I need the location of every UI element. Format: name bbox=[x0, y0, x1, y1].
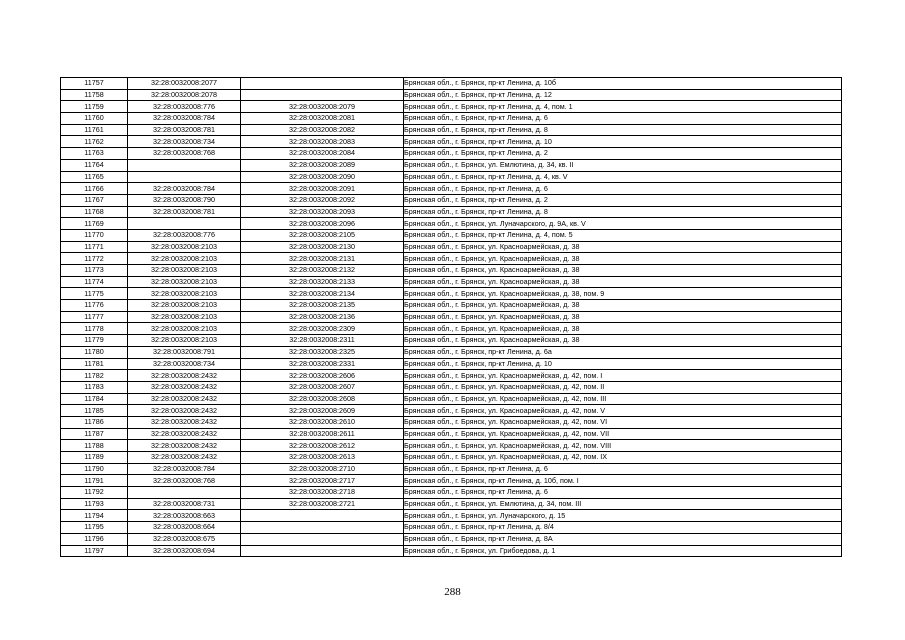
address-cell: Брянская обл., г. Брянск, ул. Красноармейская, д. 42, пом. VII bbox=[404, 428, 842, 440]
new-cadastral-number-cell: 32:28:0032008:2311 bbox=[241, 335, 404, 347]
row-number-cell: 11790 bbox=[61, 463, 128, 475]
row-number-cell: 11779 bbox=[61, 335, 128, 347]
table-row bbox=[61, 533, 842, 545]
table-row bbox=[61, 323, 842, 335]
old-cadastral-number-cell: 32:28:0032008:790 bbox=[128, 194, 241, 206]
old-cadastral-number-cell bbox=[128, 218, 241, 230]
address-cell: Брянская обл., г. Брянск, пр-кт Ленина, д. 10 bbox=[404, 136, 842, 148]
address-cell: Брянская обл., г. Брянск, ул. Красноармейская, д. 42, пом. I bbox=[404, 370, 842, 382]
address-cell: Брянская обл., г. Брянск, ул. Красноармейская, д. 38 bbox=[404, 335, 842, 347]
row-number-cell: 11782 bbox=[61, 370, 128, 382]
table-row bbox=[61, 381, 842, 393]
address-cell: Брянская обл., г. Брянск, ул. Грибоедова, д. 1 bbox=[404, 545, 842, 557]
new-cadastral-number-cell: 32:28:0032008:2136 bbox=[241, 311, 404, 323]
new-cadastral-number-cell: 32:28:0032008:2611 bbox=[241, 428, 404, 440]
row-number-cell: 11796 bbox=[61, 533, 128, 545]
old-cadastral-number-cell: 32:28:0032008:675 bbox=[128, 533, 241, 545]
address-cell: Брянская обл., г. Брянск, пр-кт Ленина, д. 2 bbox=[404, 148, 842, 160]
address-cell: Брянская обл., г. Брянск, пр-кт Ленина, д. 6 bbox=[404, 113, 842, 125]
new-cadastral-number-cell: 32:28:0032008:2083 bbox=[241, 136, 404, 148]
old-cadastral-number-cell: 32:28:0032008:781 bbox=[128, 124, 241, 136]
table-row bbox=[61, 183, 842, 195]
old-cadastral-number-cell: 32:28:0032008:664 bbox=[128, 522, 241, 534]
new-cadastral-number-cell: 32:28:0032008:2606 bbox=[241, 370, 404, 382]
address-cell: Брянская обл., г. Брянск, ул. Красноармейская, д. 38 bbox=[404, 276, 842, 288]
old-cadastral-number-cell: 32:28:0032008:2103 bbox=[128, 265, 241, 277]
old-cadastral-number-cell: 32:28:0032008:2432 bbox=[128, 393, 241, 405]
new-cadastral-number-cell: 32:28:0032008:2130 bbox=[241, 241, 404, 253]
old-cadastral-number-cell: 32:28:0032008:694 bbox=[128, 545, 241, 557]
new-cadastral-number-cell: 32:28:0032008:2135 bbox=[241, 300, 404, 312]
new-cadastral-number-cell: 32:28:0032008:2084 bbox=[241, 148, 404, 160]
row-number-cell: 11763 bbox=[61, 148, 128, 160]
new-cadastral-number-cell: 32:28:0032008:2607 bbox=[241, 381, 404, 393]
address-cell: Брянская обл., г. Брянск, пр-кт Ленина, д. 8 bbox=[404, 206, 842, 218]
old-cadastral-number-cell: 32:28:0032008:2432 bbox=[128, 381, 241, 393]
old-cadastral-number-cell: 32:28:0032008:776 bbox=[128, 101, 241, 113]
old-cadastral-number-cell: 32:28:0032008:731 bbox=[128, 498, 241, 510]
address-cell: Брянская обл., г. Брянск, пр-кт Ленина, д. 12 bbox=[404, 89, 842, 101]
old-cadastral-number-cell: 32:28:0032008:784 bbox=[128, 113, 241, 125]
table-row bbox=[61, 393, 842, 405]
row-number-cell: 11769 bbox=[61, 218, 128, 230]
table-row bbox=[61, 253, 842, 265]
row-number-cell: 11794 bbox=[61, 510, 128, 522]
table-row bbox=[61, 346, 842, 358]
address-cell: Брянская обл., г. Брянск, пр-кт Ленина, д. 10 bbox=[404, 358, 842, 370]
address-cell: Брянская обл., г. Брянск, пр-кт Ленина, д. 8 bbox=[404, 124, 842, 136]
old-cadastral-number-cell: 32:28:0032008:2103 bbox=[128, 335, 241, 347]
table-body bbox=[61, 78, 842, 557]
table-row bbox=[61, 300, 842, 312]
new-cadastral-number-cell: 32:28:0032008:2079 bbox=[241, 101, 404, 113]
row-number-cell: 11787 bbox=[61, 428, 128, 440]
old-cadastral-number-cell: 32:28:0032008:2103 bbox=[128, 323, 241, 335]
table-row bbox=[61, 124, 842, 136]
old-cadastral-number-cell: 32:28:0032008:784 bbox=[128, 463, 241, 475]
address-cell: Брянская обл., г. Брянск, пр-кт Ленина, д. 6а bbox=[404, 346, 842, 358]
new-cadastral-number-cell: 32:28:0032008:2089 bbox=[241, 159, 404, 171]
new-cadastral-number-cell: 32:28:0032008:2131 bbox=[241, 253, 404, 265]
address-cell: Брянская обл., г. Брянск, ул. Емлютина, д. 34, кв. II bbox=[404, 159, 842, 171]
address-cell: Брянская обл., г. Брянск, пр-кт Ленина, д. 6 bbox=[404, 183, 842, 195]
old-cadastral-number-cell: 32:28:0032008:784 bbox=[128, 183, 241, 195]
new-cadastral-number-cell: 32:28:0032008:2609 bbox=[241, 405, 404, 417]
table-row bbox=[61, 171, 842, 183]
row-number-cell: 11778 bbox=[61, 323, 128, 335]
table-row bbox=[61, 545, 842, 557]
row-number-cell: 11774 bbox=[61, 276, 128, 288]
table-row bbox=[61, 159, 842, 171]
new-cadastral-number-cell bbox=[241, 533, 404, 545]
new-cadastral-number-cell: 32:28:0032008:2105 bbox=[241, 229, 404, 241]
table-row bbox=[61, 522, 842, 534]
address-cell: Брянская обл., г. Брянск, пр-кт Ленина, д. 6 bbox=[404, 463, 842, 475]
row-number-cell: 11772 bbox=[61, 253, 128, 265]
row-number-cell: 11775 bbox=[61, 288, 128, 300]
new-cadastral-number-cell bbox=[241, 545, 404, 557]
address-cell: Брянская обл., г. Брянск, ул. Емлютина, д. 34, пом. III bbox=[404, 498, 842, 510]
row-number-cell: 11776 bbox=[61, 300, 128, 312]
old-cadastral-number-cell: 32:28:0032008:2103 bbox=[128, 311, 241, 323]
table-row bbox=[61, 463, 842, 475]
address-cell: Брянская обл., г. Брянск, ул. Красноармейская, д. 42, пом. V bbox=[404, 405, 842, 417]
row-number-cell: 11764 bbox=[61, 159, 128, 171]
table-row bbox=[61, 335, 842, 347]
old-cadastral-number-cell: 32:28:0032008:663 bbox=[128, 510, 241, 522]
old-cadastral-number-cell: 32:28:0032008:2103 bbox=[128, 241, 241, 253]
old-cadastral-number-cell: 32:28:0032008:2432 bbox=[128, 416, 241, 428]
old-cadastral-number-cell: 32:28:0032008:734 bbox=[128, 136, 241, 148]
old-cadastral-number-cell: 32:28:0032008:2103 bbox=[128, 276, 241, 288]
new-cadastral-number-cell: 32:28:0032008:2710 bbox=[241, 463, 404, 475]
old-cadastral-number-cell bbox=[128, 171, 241, 183]
address-cell: Брянская обл., г. Брянск, пр-кт Ленина, д. 4, пом. 1 bbox=[404, 101, 842, 113]
row-number-cell: 11797 bbox=[61, 545, 128, 557]
address-cell: Брянская обл., г. Брянск, пр-кт Ленина, д. 2 bbox=[404, 194, 842, 206]
new-cadastral-number-cell: 32:28:0032008:2092 bbox=[241, 194, 404, 206]
table-row bbox=[61, 229, 842, 241]
page-number: 288 bbox=[444, 586, 461, 598]
row-number-cell: 11793 bbox=[61, 498, 128, 510]
row-number-cell: 11786 bbox=[61, 416, 128, 428]
new-cadastral-number-cell bbox=[241, 78, 404, 90]
cadastral-table bbox=[60, 77, 842, 557]
new-cadastral-number-cell: 32:28:0032008:2717 bbox=[241, 475, 404, 487]
row-number-cell: 11765 bbox=[61, 171, 128, 183]
address-cell: Брянская обл., г. Брянск, пр-кт Ленина, д. 8А bbox=[404, 533, 842, 545]
table-row bbox=[61, 113, 842, 125]
address-cell: Брянская обл., г. Брянск, ул. Красноармейская, д. 38, пом. 9 bbox=[404, 288, 842, 300]
address-cell: Брянская обл., г. Брянск, ул. Красноармейская, д. 38 bbox=[404, 241, 842, 253]
new-cadastral-number-cell: 32:28:0032008:2134 bbox=[241, 288, 404, 300]
new-cadastral-number-cell: 32:28:0032008:2093 bbox=[241, 206, 404, 218]
table-row bbox=[61, 101, 842, 113]
table-row bbox=[61, 358, 842, 370]
row-number-cell: 11768 bbox=[61, 206, 128, 218]
new-cadastral-number-cell: 32:28:0032008:2325 bbox=[241, 346, 404, 358]
address-cell: Брянская обл., г. Брянск, ул. Красноармейская, д. 38 bbox=[404, 265, 842, 277]
address-cell: Брянская обл., г. Брянск, пр-кт Ленина, д. 8/4 bbox=[404, 522, 842, 534]
new-cadastral-number-cell: 32:28:0032008:2610 bbox=[241, 416, 404, 428]
row-number-cell: 11760 bbox=[61, 113, 128, 125]
address-cell: Брянская обл., г. Брянск, ул. Красноармейская, д. 38 bbox=[404, 253, 842, 265]
old-cadastral-number-cell: 32:28:0032008:2432 bbox=[128, 405, 241, 417]
table-row bbox=[61, 206, 842, 218]
old-cadastral-number-cell: 32:28:0032008:2078 bbox=[128, 89, 241, 101]
old-cadastral-number-cell: 32:28:0032008:2432 bbox=[128, 440, 241, 452]
table-row bbox=[61, 405, 842, 417]
row-number-cell: 11780 bbox=[61, 346, 128, 358]
row-number-cell: 11770 bbox=[61, 229, 128, 241]
address-cell: Брянская обл., г. Брянск, пр-кт Ленина, д. 10б bbox=[404, 78, 842, 90]
row-number-cell: 11783 bbox=[61, 381, 128, 393]
address-cell: Брянская обл., г. Брянск, пр-кт Ленина, д. 10б, пом. I bbox=[404, 475, 842, 487]
table-row bbox=[61, 276, 842, 288]
table-row bbox=[61, 89, 842, 101]
address-cell: Брянская обл., г. Брянск, ул. Красноармейская, д. 42, пом. VI bbox=[404, 416, 842, 428]
old-cadastral-number-cell: 32:28:0032008:768 bbox=[128, 475, 241, 487]
row-number-cell: 11767 bbox=[61, 194, 128, 206]
old-cadastral-number-cell: 32:28:0032008:2103 bbox=[128, 300, 241, 312]
old-cadastral-number-cell: 32:28:0032008:776 bbox=[128, 229, 241, 241]
address-cell: Брянская обл., г. Брянск, ул. Красноармейская, д. 42, пом. VIII bbox=[404, 440, 842, 452]
table-row bbox=[61, 194, 842, 206]
new-cadastral-number-cell: 32:28:0032008:2309 bbox=[241, 323, 404, 335]
address-cell: Брянская обл., г. Брянск, пр-кт Ленина, д. 4, кв. V bbox=[404, 171, 842, 183]
row-number-cell: 11759 bbox=[61, 101, 128, 113]
address-cell: Брянская обл., г. Брянск, пр-кт Ленина, д. 6 bbox=[404, 487, 842, 499]
table-row bbox=[61, 428, 842, 440]
old-cadastral-number-cell: 32:28:0032008:2432 bbox=[128, 452, 241, 464]
address-cell: Брянская обл., г. Брянск, ул. Красноармейская, д. 42, пом. II bbox=[404, 381, 842, 393]
new-cadastral-number-cell: 32:28:0032008:2090 bbox=[241, 171, 404, 183]
row-number-cell: 11781 bbox=[61, 358, 128, 370]
address-cell: Брянская обл., г. Брянск, ул. Красноармейская, д. 42, пом. III bbox=[404, 393, 842, 405]
new-cadastral-number-cell: 32:28:0032008:2612 bbox=[241, 440, 404, 452]
old-cadastral-number-cell: 32:28:0032008:768 bbox=[128, 148, 241, 160]
row-number-cell: 11762 bbox=[61, 136, 128, 148]
old-cadastral-number-cell bbox=[128, 159, 241, 171]
row-number-cell: 11792 bbox=[61, 487, 128, 499]
table-row bbox=[61, 475, 842, 487]
old-cadastral-number-cell: 32:28:0032008:791 bbox=[128, 346, 241, 358]
new-cadastral-number-cell: 32:28:0032008:2081 bbox=[241, 113, 404, 125]
row-number-cell: 11773 bbox=[61, 265, 128, 277]
row-number-cell: 11771 bbox=[61, 241, 128, 253]
table-row bbox=[61, 370, 842, 382]
old-cadastral-number-cell: 32:28:0032008:2103 bbox=[128, 253, 241, 265]
new-cadastral-number-cell: 32:28:0032008:2082 bbox=[241, 124, 404, 136]
address-cell: Брянская обл., г. Брянск, ул. Красноармейская, д. 38 bbox=[404, 311, 842, 323]
table-row bbox=[61, 311, 842, 323]
row-number-cell: 11789 bbox=[61, 452, 128, 464]
table-row bbox=[61, 510, 842, 522]
row-number-cell: 11788 bbox=[61, 440, 128, 452]
new-cadastral-number-cell: 32:28:0032008:2132 bbox=[241, 265, 404, 277]
new-cadastral-number-cell bbox=[241, 522, 404, 534]
new-cadastral-number-cell: 32:28:0032008:2096 bbox=[241, 218, 404, 230]
new-cadastral-number-cell: 32:28:0032008:2608 bbox=[241, 393, 404, 405]
address-cell: Брянская обл., г. Брянск, ул. Красноармейская, д. 38 bbox=[404, 300, 842, 312]
table-row bbox=[61, 265, 842, 277]
old-cadastral-number-cell: 32:28:0032008:734 bbox=[128, 358, 241, 370]
row-number-cell: 11758 bbox=[61, 89, 128, 101]
row-number-cell: 11784 bbox=[61, 393, 128, 405]
old-cadastral-number-cell: 32:28:0032008:2432 bbox=[128, 370, 241, 382]
table-row bbox=[61, 218, 842, 230]
address-cell: Брянская обл., г. Брянск, ул. Луначарского, д. 9А, кв. V bbox=[404, 218, 842, 230]
new-cadastral-number-cell bbox=[241, 89, 404, 101]
new-cadastral-number-cell: 32:28:0032008:2331 bbox=[241, 358, 404, 370]
table-row bbox=[61, 288, 842, 300]
table-row bbox=[61, 452, 842, 464]
table-row bbox=[61, 416, 842, 428]
address-cell: Брянская обл., г. Брянск, ул. Луначарского, д. 15 bbox=[404, 510, 842, 522]
row-number-cell: 11761 bbox=[61, 124, 128, 136]
address-cell: Брянская обл., г. Брянск, ул. Красноармейская, д. 38 bbox=[404, 323, 842, 335]
old-cadastral-number-cell: 32:28:0032008:2432 bbox=[128, 428, 241, 440]
table-row bbox=[61, 498, 842, 510]
new-cadastral-number-cell bbox=[241, 510, 404, 522]
old-cadastral-number-cell: 32:28:0032008:781 bbox=[128, 206, 241, 218]
new-cadastral-number-cell: 32:28:0032008:2718 bbox=[241, 487, 404, 499]
table-row bbox=[61, 136, 842, 148]
address-cell: Брянская обл., г. Брянск, ул. Красноармейская, д. 42, пом. IX bbox=[404, 452, 842, 464]
old-cadastral-number-cell: 32:28:0032008:2077 bbox=[128, 78, 241, 90]
table-row bbox=[61, 487, 842, 499]
address-cell: Брянская обл., г. Брянск, пр-кт Ленина, д. 4, пом. 5 bbox=[404, 229, 842, 241]
row-number-cell: 11795 bbox=[61, 522, 128, 534]
table-row bbox=[61, 241, 842, 253]
row-number-cell: 11785 bbox=[61, 405, 128, 417]
row-number-cell: 11777 bbox=[61, 311, 128, 323]
table-row bbox=[61, 78, 842, 90]
row-number-cell: 11757 bbox=[61, 78, 128, 90]
row-number-cell: 11766 bbox=[61, 183, 128, 195]
new-cadastral-number-cell: 32:28:0032008:2091 bbox=[241, 183, 404, 195]
old-cadastral-number-cell: 32:28:0032008:2103 bbox=[128, 288, 241, 300]
table-row bbox=[61, 440, 842, 452]
row-number-cell: 11791 bbox=[61, 475, 128, 487]
new-cadastral-number-cell: 32:28:0032008:2721 bbox=[241, 498, 404, 510]
new-cadastral-number-cell: 32:28:0032008:2133 bbox=[241, 276, 404, 288]
table-row bbox=[61, 148, 842, 160]
new-cadastral-number-cell: 32:28:0032008:2613 bbox=[241, 452, 404, 464]
old-cadastral-number-cell bbox=[128, 487, 241, 499]
